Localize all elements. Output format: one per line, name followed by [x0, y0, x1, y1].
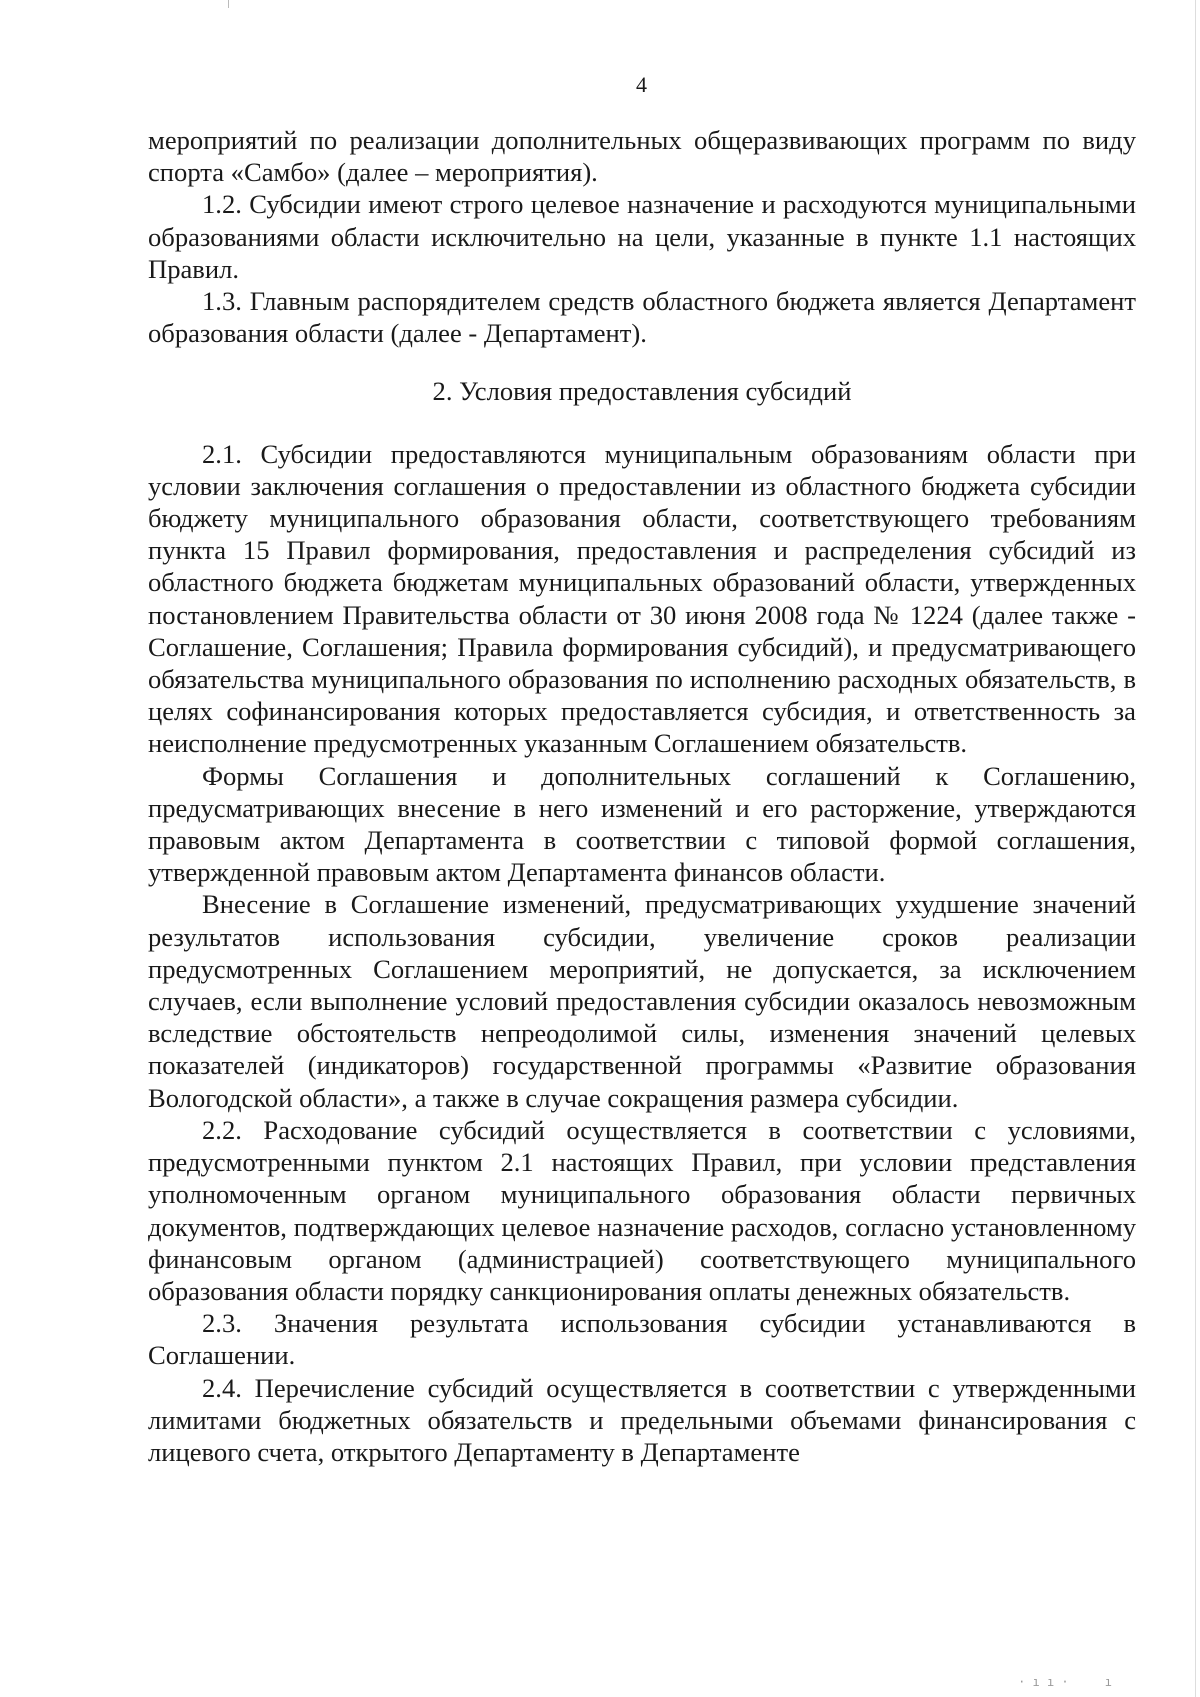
paragraph-agreement-changes: Внесение в Соглашение изменений, предусматривающих ухудшение значений результатов использования субсидии, увеличение сроков реализации предусмотренных Соглашением мероприятий, не допускается, за исключением случаев, если выполнение условий предоставления субсидии оказалось невозможным вследствие обстоятельств непреодолимой силы, изменения значений целевых показателей (индикаторов) государственной программы «Развитие образования Вологодской области», а также в случае сокращения размера субсидии.: [148, 889, 1136, 1113]
paragraph-continuation: мероприятий по реализации дополнительных общеразвивающих программ по виду спорта «Самбо» (далее – мероприятия).: [148, 125, 1136, 188]
paragraph-agreement-forms: Формы Соглашения и дополнительных соглашений к Соглашению, предусматривающих внесение в него изменений и его расторжение, утверждаются правовым актом Департамента в соответствии с типовой формой соглашения, утвержденной правовым актом Департамента финансов области.: [148, 760, 1136, 888]
document-body: [148, 124, 1136, 1468]
paragraph-2-1: 2.1. Субсидии предоставляются муниципальным образованиям области при условии заключения соглашения о предоставлении из областного бюджета субсидии бюджету муниципального образования области, соответствующего требованиям пункта 15 Правил формирования, предоставления и распределения субсидий из областного бюджета бюджетам муниципальных образований области, утвержденных постановлением Правительства области от 30 июня 2008 года № 1224 (далее также - Соглашение, Соглашения; Правила формирования субсидий), и предусматривающего обязательства муниципального образования по исполнению расходных обязательств, в целях софинансирования которых предоставляется субсидия, и ответственность за неисполнение предусмотренных указанным Соглашением обязательств.: [148, 438, 1136, 759]
scan-corner-mark: [228, 0, 229, 8]
paragraph-2-4: 2.4. Перечисление субсидий осуществляется в соответствии с утвержденными лимитами бюджетных обязательств и предельными объемами финансирования с лицевого счета, открытого Департаменту в Департаменте: [148, 1372, 1136, 1467]
scan-bottom-marks: · ı ı · ı: [1018, 1675, 1112, 1689]
page-number: 4: [636, 72, 647, 97]
paragraph-2-3: 2.3. Значения результата использования субсидии устанавливаются в Соглашении.: [148, 1308, 1136, 1371]
section-heading: 2. Условия предоставления субсидий: [432, 376, 852, 407]
paragraph-1-3: 1.3. Главным распорядителем средств областного бюджета является Департамент образования области (далее - Департамент).: [148, 286, 1136, 349]
scan-edge-line: [1195, 0, 1196, 1697]
paragraph-2-2: 2.2. Расходование субсидий осуществляется в соответствии с условиями, предусмотренными пунктом 2.1 настоящих Правил, при условии представления уполномоченным органом муниципального образования области первичных документов, подтверждающих целевое назначение расходов, согласно установленному финансовым органом (администрацией) соответствующего муниципального образования области порядку санкционирования оплаты денежных обязательств.: [148, 1114, 1136, 1306]
paragraph-1-2: 1.2. Субсидии имеют строго целевое назначение и расходуются муниципальными образованиями области исключительно на цели, указанные в пункте 1.1 настоящих Правил.: [148, 189, 1136, 284]
